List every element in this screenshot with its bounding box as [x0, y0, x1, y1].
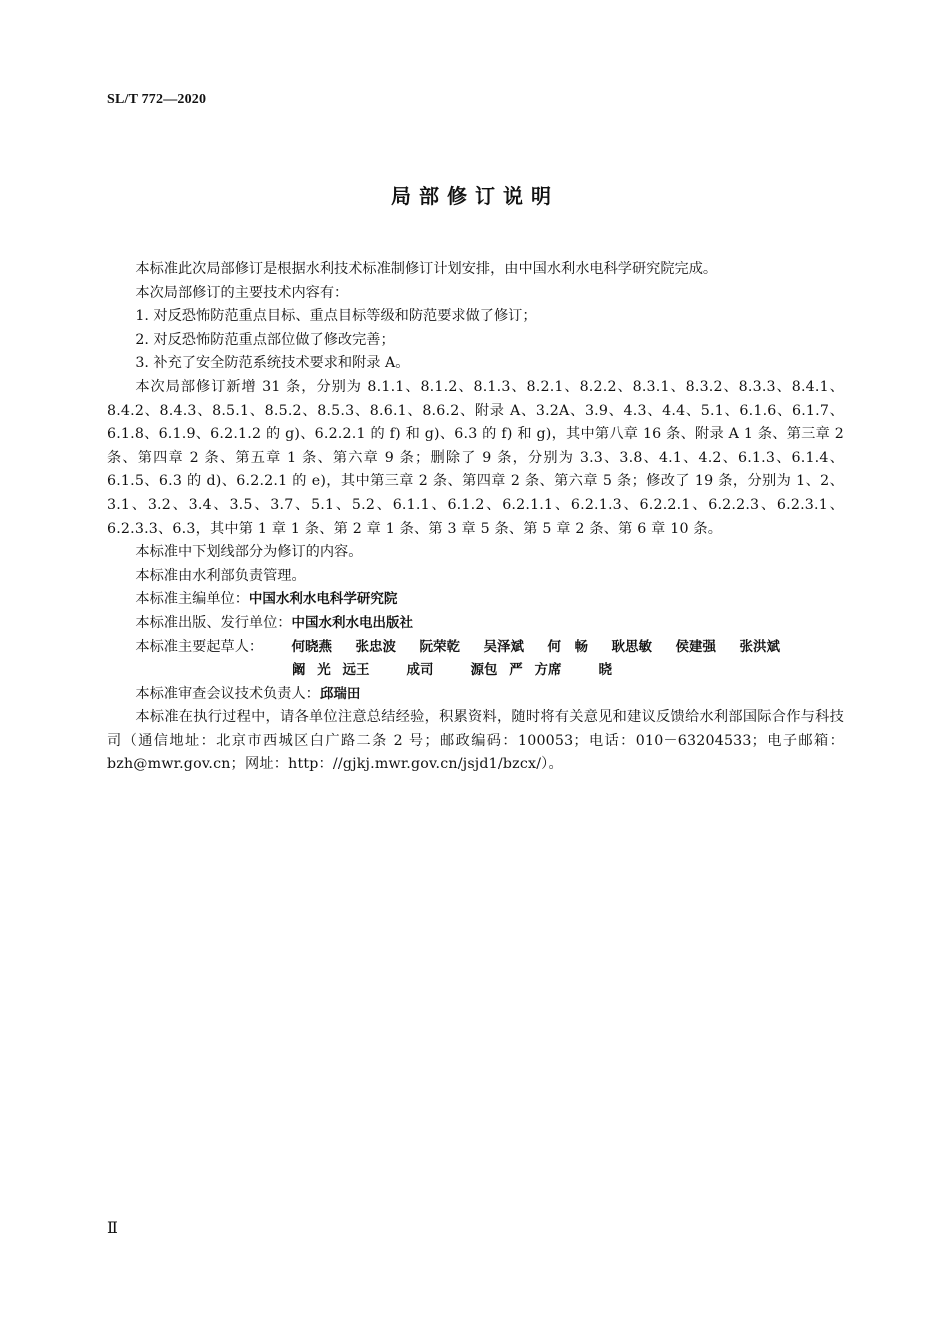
list-item-2: 2. 对反恐怖防范重点部位做了修改完善；: [135, 331, 395, 348]
drafter-name: 王 成: [356, 662, 420, 679]
drafter-name: 阚光远: [292, 662, 356, 679]
reviewer-label: 本标准审查会议技术负责人：: [135, 685, 320, 702]
document-title: 局部修订说明: [391, 184, 559, 208]
drafters-line-2: [107, 659, 844, 683]
drafters-row-1: [263, 636, 780, 660]
paragraph-management: 本标准由水利部负责管理。: [135, 567, 306, 584]
document-body: [107, 258, 844, 777]
drafter-name: 阮荣乾: [419, 638, 460, 655]
drafter-name: 侯建强: [675, 638, 716, 655]
paragraph-feedback: 本标准在执行过程中，请各单位注意总结经验，积累资料，随时将有关意见和建议反馈给水利部国际合作与科技司（通信地址：北京市西城区白广路二条 2 号；邮政编码：100053；电话：010－63204533；电子邮箱：bzh@mwr.gov.cn；网址：http：//gjkj.mwr.gov.cn/jsjd1/bzcx/）。: [107, 709, 844, 773]
page-number: Ⅱ: [107, 1220, 118, 1237]
drafter-name: 包严方: [484, 662, 548, 679]
reviewer-name: 邱瑞田: [319, 685, 361, 702]
list-item-3: 3. 补充了安全防范系统技术要求和附录 A。: [135, 355, 410, 372]
drafters-block: [107, 636, 844, 683]
drafters-line-1: [107, 636, 844, 660]
chief-unit-label: 本标准主编单位：: [135, 591, 249, 608]
drafter-name: 司 源: [420, 662, 484, 679]
drafter-name: 张洪斌: [739, 638, 780, 655]
drafter-name: 何 畅: [547, 638, 588, 655]
paragraph-main-content: 本次局部修订的主要技术内容有：: [135, 284, 349, 301]
drafter-name: 何晓燕: [291, 638, 332, 655]
paragraph-underline-note: 本标准中下划线部分为修订的内容。: [135, 544, 363, 561]
publisher-label: 本标准出版、发行单位：: [135, 614, 292, 631]
drafters-label: 本标准主要起草人：: [135, 638, 264, 655]
publisher-name: 中国水利水电出版社: [291, 614, 413, 631]
drafters-row-2: [292, 659, 612, 683]
drafter-name: 耿思敏: [611, 638, 652, 655]
standard-code: SL/T 772—2020: [107, 92, 207, 107]
drafter-name: 席 晓: [548, 662, 612, 679]
reviewer-line: [107, 683, 844, 707]
paragraph-revision-details: 本次局部修订新增 31 条，分别为 8.1.1、8.1.2、8.1.3、8.2.1、8.2.2、8.3.1、8.3.2、8.3.3、8.4.1、8.4.2、8.4.3、8.5.1、8.5.2、8.5.3、8.6.1、8.6.2、附录 A、3.2A、3.9、4.3、4.4、5.1、6.1.6、6.1.7、6.1.8、6.1.9、6.2.1.2 的 g)、6.2.2.1 的 f) 和 g)、6.3 的 f) 和 g)，其中第八章 16 条、附录 A 1 条、第三章 2 条、第四章 2 条、第五章 1 条、第六章 9 条；删除了 9 条，分别为 3.3、3.8、4.1、4.2、6.1.3、6.1.4、6.1.5、6.3 的 d)、6.2.2.1 的 e)，其中第三章 2 条、第四章 2 条、第六章 5 条；修改了 19 条，分别为 1、2、3.1、3.2、3.4、3.5、3.7、5.1、5.2、6.1.1、6.1.2、6.2.1.1、6.2.1.3、6.2.2.1、6.2.2.3、6.2.3.1、6.2.3.3、6.3，其中第 1 章 1 条、第 2 章 1 条、第 3 章 5 条、第 5 章 2 条、第 6 章 10 条。: [107, 378, 844, 537]
list-item-1: 1. 对反恐怖防范重点目标、重点目标等级和防范要求做了修订；: [135, 308, 537, 325]
chief-unit-name: 中国水利水电科学研究院: [248, 591, 398, 608]
drafter-name: 吴泽斌: [483, 638, 524, 655]
paragraph-intro: 本标准此次局部修订是根据水利技术标准制修订计划安排，由中国水利水电科学研究院完成。: [135, 261, 718, 277]
publisher-line: [107, 612, 844, 636]
drafter-name: 张忠波: [355, 638, 396, 655]
chief-unit-line: [107, 588, 844, 612]
